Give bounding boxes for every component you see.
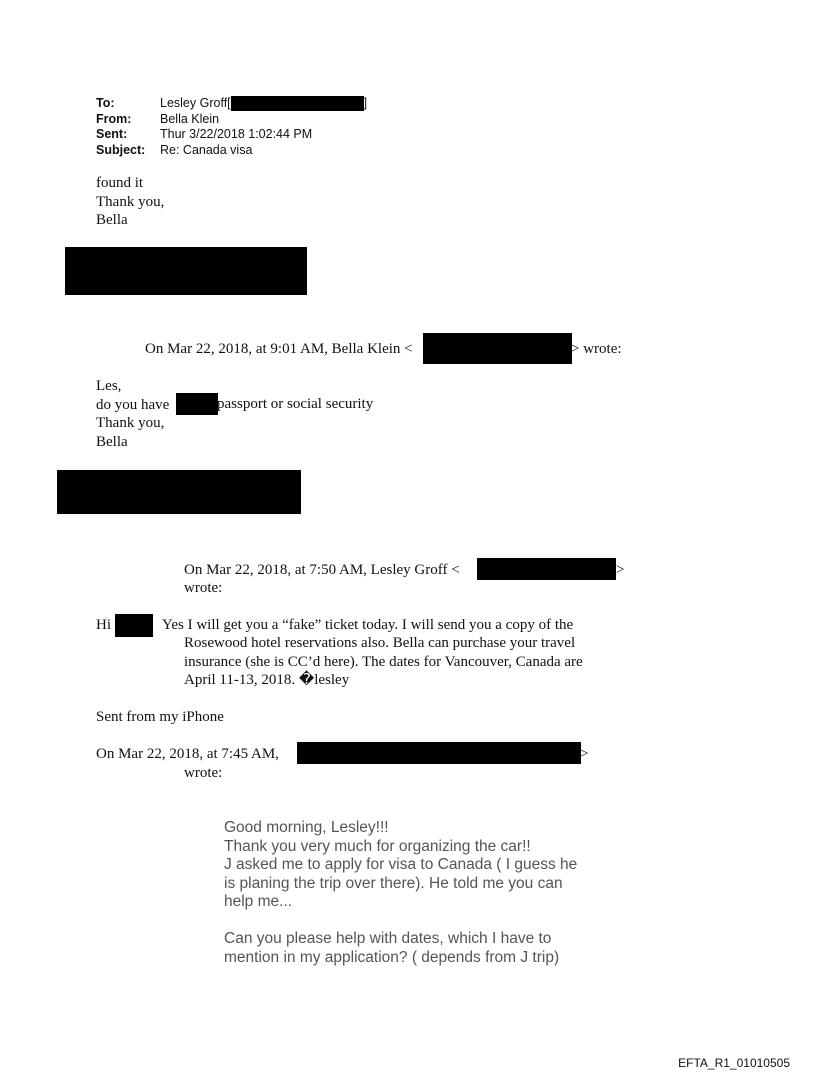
quote3-line: Thank you very much for organizing the car!! <box>224 837 531 855</box>
quote3-body <box>224 819 577 967</box>
quote1-line2-suffix: passport or social security <box>217 396 374 412</box>
reply-line: Thank you, <box>96 193 165 210</box>
quote1-body <box>96 377 169 451</box>
quote1-line: Bella <box>96 433 128 450</box>
quote2-wrote: wrote: <box>184 580 223 596</box>
quote2-attribution <box>184 561 460 580</box>
quote2-signature <box>96 708 224 727</box>
quote1-attribution-end <box>571 340 622 359</box>
quote3-line: Can you please help with dates, which I have to <box>224 930 552 947</box>
quote1-line <box>96 396 169 415</box>
quote2-body <box>184 634 583 690</box>
quote2-body-line: Yes I will get you a “fake” ticket today. I will send you a copy of the <box>162 617 574 633</box>
redaction-quote2-name <box>115 614 153 637</box>
sent-value: Thur 3/22/2018 1:02:44 PM <box>160 127 313 141</box>
to-label: To: <box>96 96 115 110</box>
quote1-line: Les, <box>96 378 122 394</box>
redaction-quote3-sender <box>297 742 581 764</box>
quote3-line: J asked me to apply for visa to Canada ( I guess he <box>224 856 578 873</box>
quote2-hi: Hi <box>96 617 111 633</box>
quote3-attribution-end <box>580 745 588 764</box>
from-label: From: <box>96 111 132 126</box>
quote2-attribution-end <box>616 561 624 580</box>
header-from-row <box>96 112 367 128</box>
email-header <box>96 96 367 158</box>
quote2-body-first <box>162 616 573 635</box>
redaction-quote1-name <box>176 393 218 415</box>
redaction-quote1-email <box>423 333 572 364</box>
subject-value: Re: Canada visa <box>160 142 253 157</box>
reply-line: Bella <box>96 212 128 228</box>
redaction-signature-block <box>57 470 301 514</box>
quote3-attribution <box>96 745 279 764</box>
sent-from-iphone: Sent from my iPhone <box>96 709 224 725</box>
quote2-body-line: insurance (she is CC’d here). The dates for Vancouver, Canada are <box>184 653 583 670</box>
redaction-quote2-email <box>477 558 616 580</box>
quote3-line: help me... <box>224 893 293 910</box>
quote3-line: mention in my application? ( depends from J trip) <box>224 948 560 966</box>
to-name: Lesley Groff[ <box>160 96 231 110</box>
quote2-attribution-prefix: On Mar 22, 2018, at 7:50 AM, Lesley Groff < <box>184 562 460 578</box>
quote1-attribution <box>145 340 413 359</box>
quote3-attribution-prefix: On Mar 22, 2018, at 7:45 AM, <box>96 746 279 762</box>
quote1-line2-end <box>217 395 373 414</box>
subject-label: Subject: <box>96 142 146 157</box>
redaction-signature-block <box>65 247 307 295</box>
quote1-line2-prefix: do you have <box>96 396 170 413</box>
from-value: Bella Klein <box>160 111 220 126</box>
header-to-row <box>96 96 367 112</box>
quote3-wrote: wrote: <box>184 765 223 781</box>
header-subject-row <box>96 143 367 159</box>
reply-body <box>96 174 164 230</box>
quote2-attribution-line2 <box>184 579 222 598</box>
redaction-to-email <box>231 96 364 111</box>
quote2-body-line: April 11-13, 2018. �lesley <box>184 672 350 688</box>
quote3-line: Good morning, Lesley!!! <box>224 819 389 836</box>
to-bracket: ] <box>363 96 368 110</box>
reply-line: found it <box>96 175 144 191</box>
document-id: EFTA_R1_01010505 <box>678 1056 790 1070</box>
quote3-paragraph-gap <box>224 912 577 931</box>
sent-label: Sent: <box>96 127 128 141</box>
quote3-attribution-suffix: > <box>580 746 589 762</box>
quote3-line: is planing the trip over there). He told me you can <box>224 874 563 892</box>
quote2-body-line: Rosewood hotel reservations also. Bella can purchase your travel <box>184 635 576 651</box>
quote3-attribution-line2 <box>184 764 222 783</box>
quote1-line: Thank you, <box>96 415 165 431</box>
quote1-attribution-suffix: > wrote: <box>571 341 622 357</box>
header-sent-row <box>96 127 367 143</box>
quote2-attribution-suffix: > <box>616 562 625 578</box>
to-value <box>160 96 367 112</box>
quote2-greeting <box>96 616 111 635</box>
quote1-attribution-prefix: On Mar 22, 2018, at 9:01 AM, Bella Klein < <box>145 341 413 357</box>
